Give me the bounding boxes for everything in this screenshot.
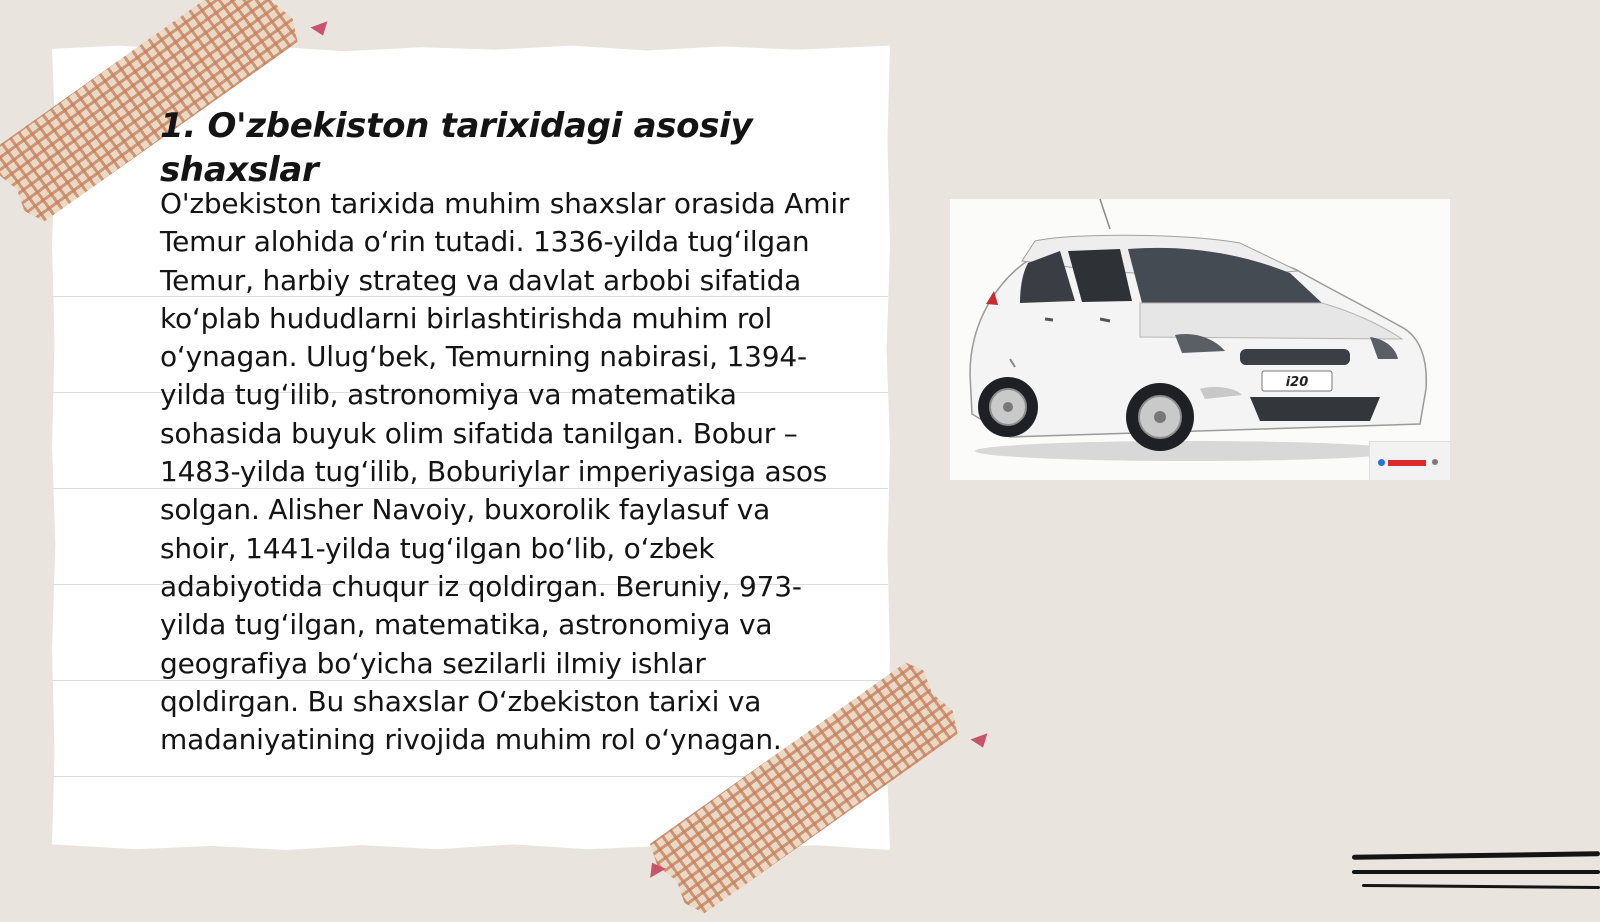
brush-stroke <box>1352 870 1600 874</box>
plate-text: i20 <box>1285 375 1309 390</box>
badge-dot <box>1432 459 1438 465</box>
car-photo <box>950 199 1450 480</box>
badge-bar <box>1388 460 1426 466</box>
tape-tip-top <box>310 21 331 38</box>
brush-stroke <box>1362 884 1600 889</box>
slide-body-text: O'zbekiston tarixida muhim shaxslar orasida Amir Temur alohida oʻrin tutadi. 1336-yilda tugʻilgan Temur, harbiy strateg va davlat arbobi sifatida koʻplab hududlarni birlashtirishda muhim rol oʻynagan. Ulugʻbek, Temurning nabirasi, 1394-yilda tugʻilib, astronomiya va matematika sohasida buyuk olim sifatida tanilgan. Bobur – 1483-yilda tugʻilib, Boburiylar imperiyasiga asos solgan. Alisher Navoiy, buxorolik faylasuf va shoir, 1441-yilda tugʻilgan boʻlib, oʻzbek adabiyotida chuqur iz qoldirgan. Beruniy, 973-yilda tugʻilgan, matematika, astronomiya va geografiya boʻyicha sezilarli ilmiy ishlar qoldirgan. Bu shaxslar Oʻzbekiston tarixi va madaniyatining rivojida muhim rol oʻynagan. <box>160 187 850 757</box>
watermark-badge <box>1369 441 1450 480</box>
car-illustration <box>950 199 1450 480</box>
badge-dot <box>1378 459 1385 466</box>
tape-tip-bottom <box>970 733 991 750</box>
brush-stroke <box>1352 851 1600 859</box>
slide-title: 1. O'zbekiston tarixidagi asosiy shaxslar <box>160 106 753 190</box>
